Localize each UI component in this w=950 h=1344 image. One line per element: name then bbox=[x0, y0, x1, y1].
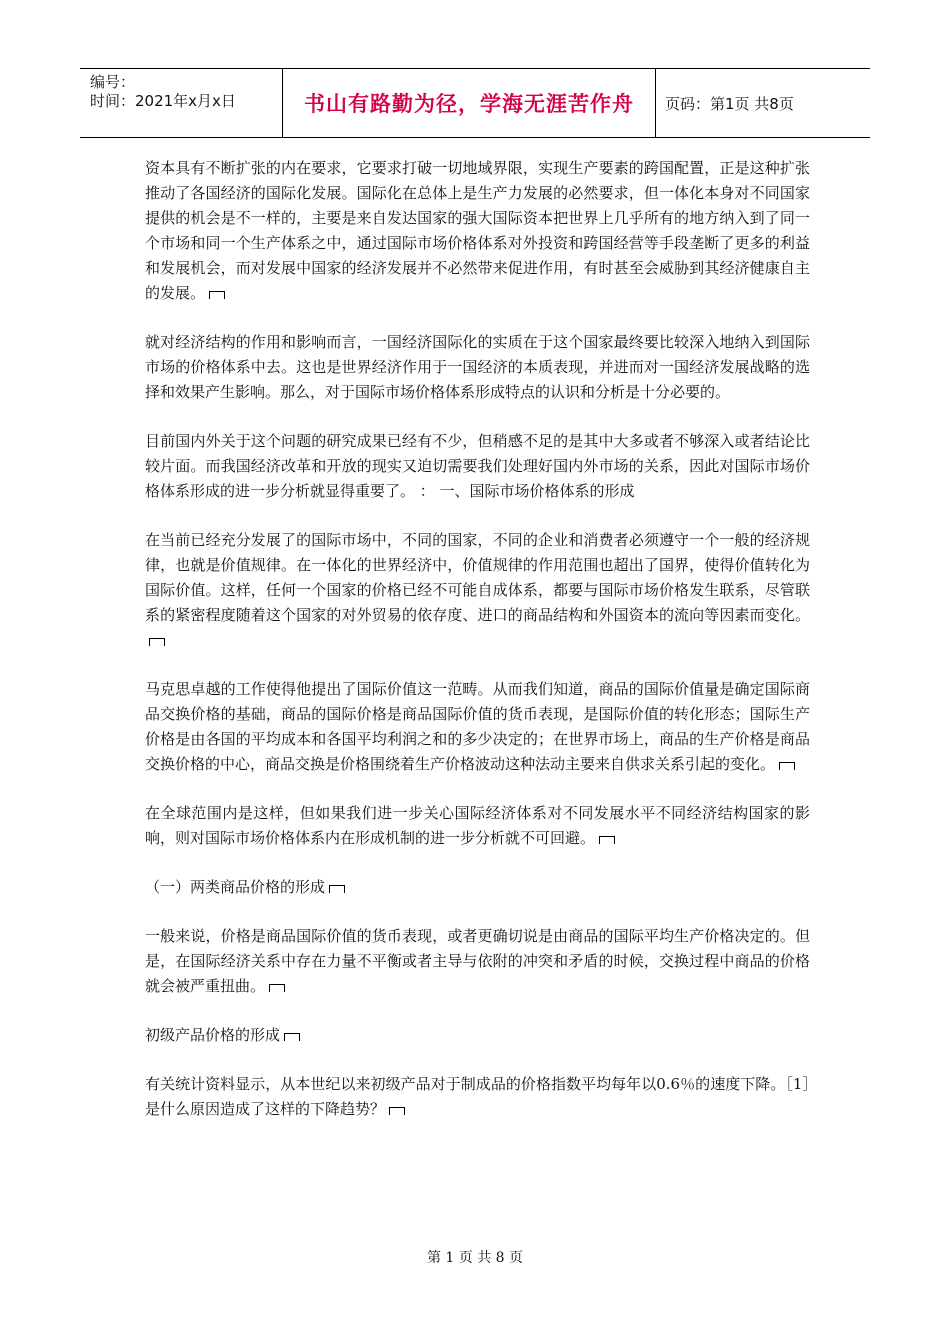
section-heading: （一）两类商品价格的形成 bbox=[145, 875, 810, 900]
paragraph-end-mark bbox=[329, 885, 345, 893]
paragraph: 在全球范围内是这样，但如果我们进一步关心国际经济体系对不同发展水平不同经济结构国家的影响，则对国际市场价格体系内在形成机制的进一步分析就不可回避。 bbox=[145, 804, 810, 847]
subsection-heading: 初级产品价格的形成 bbox=[145, 1023, 810, 1048]
header-meta bbox=[80, 69, 280, 141]
paragraph-end-mark bbox=[269, 984, 285, 992]
paragraph: 资本具有不断扩张的内在要求，它要求打破一切地域界限，实现生产要素的跨国配置，正是这种扩张推动了各国经济的国际化发展。国际化在总体上是生产力发展的必然要求，但一体化本身对不同国家提供的机会是不一样的，主要是来自发达国家的强大国际资本把世界上几乎所有的地方纳入到了同一个市场和同一个生产体系之中，通过国际市场价格体系对外投资和跨国经营等手段垄断了更多的利益和发展机会，而对发展中国家的经济发展并不必然带来促进作用，有时甚至会威胁到其经济健康自主的发展。 bbox=[145, 159, 810, 302]
paragraph-end-mark bbox=[149, 638, 165, 646]
header-page-info: 页码：第1页 共8页 bbox=[665, 94, 794, 113]
header-motto: 书山有路勤为径，学海无涯苦作舟 bbox=[282, 69, 656, 137]
page-header bbox=[80, 68, 870, 138]
paragraph-end-mark bbox=[389, 1107, 405, 1115]
paragraph: 就对经济结构的作用和影响而言，一国经济国际化的实质在于这个国家最终要比较深入地纳入到国际市场的价格体系中去。这也是世界经济作用于一国经济的本质表现，并进而对一国经济发展战略的选择和效果产生影响。那么，对于国际市场价格体系形成特点的认识和分析是十分必要的。 bbox=[145, 333, 810, 401]
paragraph: 目前国内外关于这个问题的研究成果已经有不少，但稍感不足的是其中大多或者不够深入或者结论比较片面。而我国经济改革和开放的现实又迫切需要我们处理好国内外市场的关系，因此对国际市场价格体系形成的进一步分析就显得重要了。 ： 一、国际市场价格体系的形成 bbox=[145, 432, 810, 500]
paragraph: 一般来说，价格是商品国际价值的货币表现，或者更确切说是由商品的国际平均生产价格决定的。但是，在国际经济关系中存在力量不平衡或者主导与依附的冲突和矛盾的时候，交换过程中商品的价格就会被严重扭曲。 bbox=[145, 927, 810, 995]
paragraph-end-mark bbox=[599, 836, 615, 844]
paragraph: 有关统计资料显示，从本世纪以来初级产品对于制成品的价格指数平均每年以0.6％的速度下降。［1］是什么原因造成了这样的下降趋势？ bbox=[145, 1075, 810, 1118]
paragraph-end-mark bbox=[779, 762, 795, 770]
paragraph-end-mark bbox=[209, 291, 225, 299]
document-body bbox=[145, 156, 810, 1146]
paragraph: 在当前已经充分发展了的国际市场中，不同的国家，不同的企业和消费者必须遵守一个一般的经济规律，也就是价值规律。在一体化的世界经济中，价值规律的作用范围也超出了国界，使得价值转化为国际价值。这样，任何一个国家的价格已经不可能自成体系，都要与国际市场价格发生联系，尽管联系的紧密程度随着这个国家的对外贸易的依存度、进口的商品结构和外国资本的流向等因素而变化。 bbox=[145, 528, 810, 653]
paragraph-end-mark bbox=[284, 1033, 300, 1041]
paragraph: 马克思卓越的工作使得他提出了国际价值这一范畴。从而我们知道，商品的国际价值量是确定国际商品交换价格的基础，商品的国际价格是商品国际价值的货币表现，是国际价值的转化形态；国际生产价格是由各国的平均成本和各国平均利润之和的多少决定的；在世界市场上，商品的生产价格是商品交换价格的中心，商品交换是价格围绕着生产价格波动这种法动主要来自供求关系引起的变化。 bbox=[145, 680, 810, 773]
page-footer: 第 1 页 共 8 页 bbox=[426, 1250, 524, 1266]
doc-code-label: 编号： bbox=[90, 73, 136, 91]
doc-date-label: 时间：2021年x月x日 bbox=[90, 92, 236, 110]
